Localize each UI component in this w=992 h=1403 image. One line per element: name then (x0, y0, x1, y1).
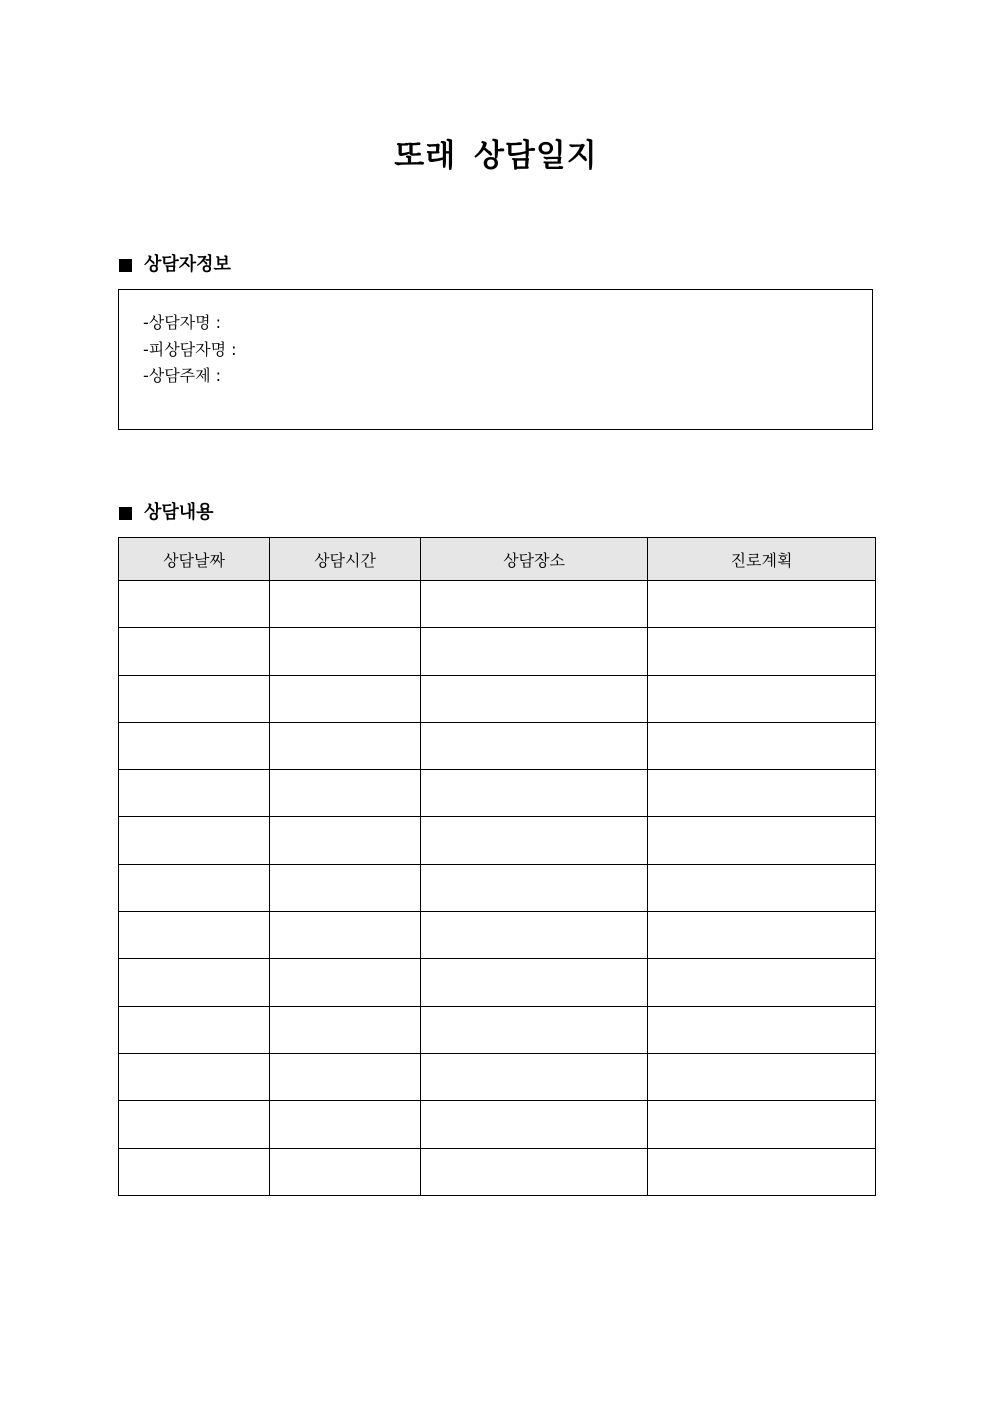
time-cell[interactable] (270, 1101, 421, 1148)
place-cell[interactable] (421, 722, 648, 769)
time-cell[interactable] (270, 675, 421, 722)
section-heading-label: 상담내용 (144, 502, 214, 523)
career-plan-cell[interactable] (648, 722, 876, 769)
table-header-row (119, 538, 876, 581)
career-plan-cell[interactable] (648, 581, 876, 628)
date-cell[interactable] (119, 581, 270, 628)
column-header-time: 상담시간 (270, 538, 421, 581)
date-cell[interactable] (119, 959, 270, 1006)
time-cell[interactable] (270, 770, 421, 817)
table-row (119, 1053, 876, 1100)
table-row (119, 1148, 876, 1195)
place-cell[interactable] (421, 1053, 648, 1100)
place-cell[interactable] (421, 770, 648, 817)
career-plan-cell[interactable] (648, 628, 876, 675)
place-cell[interactable] (421, 1006, 648, 1053)
time-cell[interactable] (270, 1053, 421, 1100)
counseling-log-table (118, 537, 876, 1196)
section-heading-label: 상담자정보 (144, 254, 231, 275)
time-cell[interactable] (270, 959, 421, 1006)
document-title: 또래 상담일지 (394, 138, 598, 174)
time-cell[interactable] (270, 628, 421, 675)
table-row (119, 817, 876, 864)
table-row (119, 581, 876, 628)
table-row (119, 959, 876, 1006)
date-cell[interactable] (119, 1006, 270, 1053)
date-cell[interactable] (119, 770, 270, 817)
date-cell[interactable] (119, 1101, 270, 1148)
time-cell[interactable] (270, 1006, 421, 1053)
column-header-career-plan: 진로계획 (648, 538, 876, 581)
time-cell[interactable] (270, 912, 421, 959)
career-plan-cell[interactable] (648, 817, 876, 864)
counselee-name-field[interactable]: -피상담자명 : (143, 339, 237, 359)
date-cell[interactable] (119, 1148, 270, 1195)
place-cell[interactable] (421, 581, 648, 628)
counselor-info-box (118, 289, 873, 430)
table-row (119, 1101, 876, 1148)
date-cell[interactable] (119, 1053, 270, 1100)
column-header-place: 상담장소 (421, 538, 648, 581)
time-cell[interactable] (270, 864, 421, 911)
place-cell[interactable] (421, 1148, 648, 1195)
time-cell[interactable] (270, 817, 421, 864)
place-cell[interactable] (421, 959, 648, 1006)
place-cell[interactable] (421, 864, 648, 911)
time-cell[interactable] (270, 581, 421, 628)
date-cell[interactable] (119, 817, 270, 864)
table-row (119, 770, 876, 817)
career-plan-cell[interactable] (648, 864, 876, 911)
date-cell[interactable] (119, 722, 270, 769)
career-plan-cell[interactable] (648, 912, 876, 959)
table-row (119, 628, 876, 675)
place-cell[interactable] (421, 912, 648, 959)
square-bullet-icon (119, 259, 132, 272)
date-cell[interactable] (119, 864, 270, 911)
table-row (119, 675, 876, 722)
square-bullet-icon (119, 507, 132, 520)
place-cell[interactable] (421, 817, 648, 864)
career-plan-cell[interactable] (648, 675, 876, 722)
time-cell[interactable] (270, 722, 421, 769)
place-cell[interactable] (421, 1101, 648, 1148)
table-body (119, 581, 876, 1196)
career-plan-cell[interactable] (648, 770, 876, 817)
section-heading-counseling-content (119, 501, 214, 525)
career-plan-cell[interactable] (648, 1148, 876, 1195)
date-cell[interactable] (119, 675, 270, 722)
place-cell[interactable] (421, 628, 648, 675)
table-row (119, 1006, 876, 1053)
table-row (119, 864, 876, 911)
counseling-topic-field[interactable]: -상담주제 : (143, 366, 222, 385)
column-header-date: 상담날짜 (119, 538, 270, 581)
career-plan-cell[interactable] (648, 1053, 876, 1100)
career-plan-cell[interactable] (648, 959, 876, 1006)
counselor-name-field[interactable]: -상담자명 : (143, 313, 222, 332)
date-cell[interactable] (119, 912, 270, 959)
career-plan-cell[interactable] (648, 1006, 876, 1053)
date-cell[interactable] (119, 628, 270, 675)
career-plan-cell[interactable] (648, 1101, 876, 1148)
place-cell[interactable] (421, 675, 648, 722)
time-cell[interactable] (270, 1148, 421, 1195)
table-row (119, 722, 876, 769)
table-row (119, 912, 876, 959)
section-heading-counselor-info (119, 253, 231, 277)
